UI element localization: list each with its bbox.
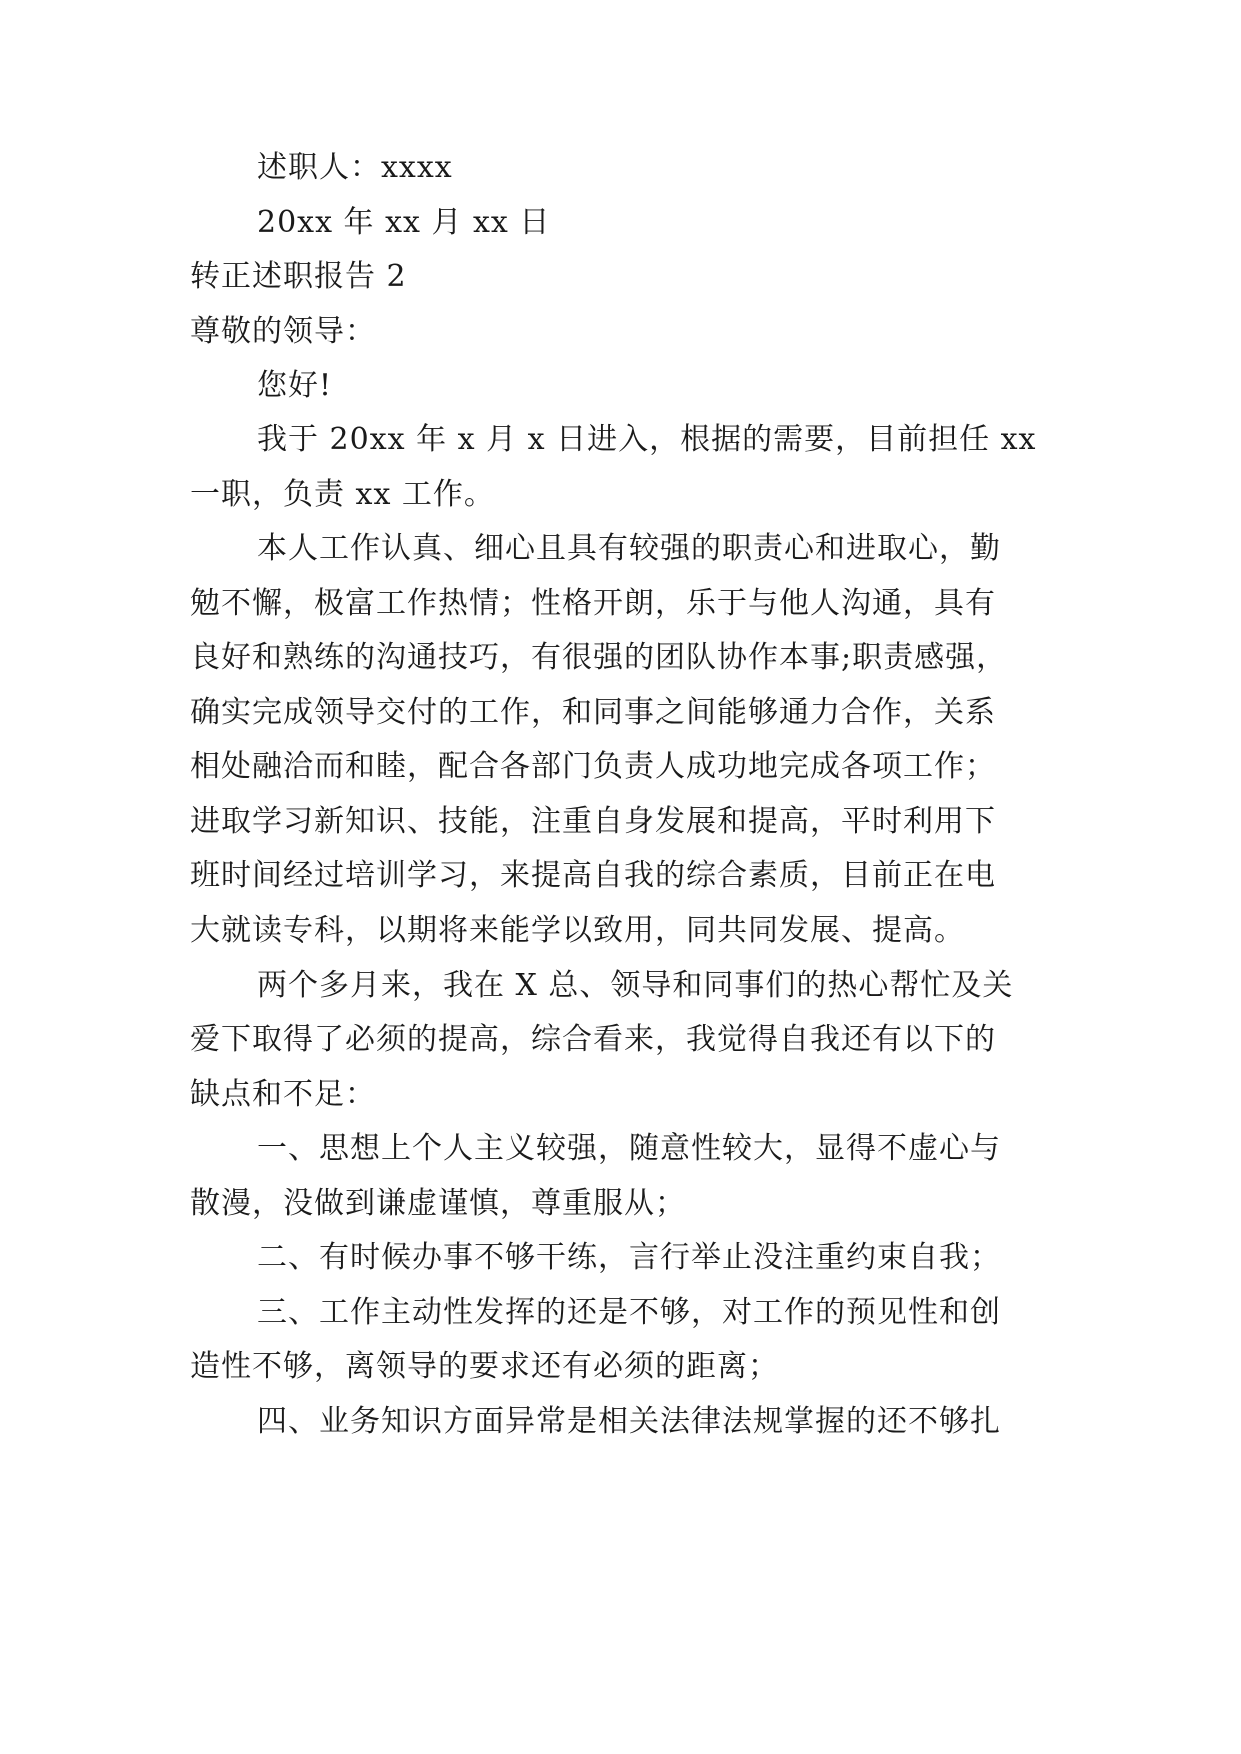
paragraph-line: 一、思想上个人主义较强，随意性较大，显得不虚心与 <box>257 1131 1001 1166</box>
paragraph-line: 相处融洽而和睦，配合各部门负责人成功地完成各项工作； <box>190 749 996 784</box>
date-line: 20xx 年 xx 月 xx 日 <box>257 205 551 240</box>
paragraph-line: 散漫，没做到谦虚谨慎，尊重服从； <box>190 1186 686 1221</box>
salutation: 尊敬的领导： <box>190 314 376 349</box>
paragraph-line: 三、工作主动性发挥的还是不够，对工作的预见性和创 <box>257 1295 1001 1330</box>
greeting: 您好! <box>257 368 333 403</box>
document-title: 转正述职报告 2 <box>190 259 407 294</box>
paragraph-line: 四、业务知识方面异常是相关法律法规掌握的还不够扎 <box>257 1404 1001 1439</box>
paragraph-line: 大就读专科，以期将来能学以致用，同共同发展、提高。 <box>190 913 965 948</box>
paragraph-line: 良好和熟练的沟通技巧，有很强的团队协作本事;职责感强， <box>190 640 1008 675</box>
paragraph-line: 班时间经过培训学习，来提高自我的综合素质，目前正在电 <box>190 858 996 893</box>
paragraph-line: 两个多月来，我在 X 总、领导和同事们的热心帮忙及关 <box>257 968 1014 1003</box>
reporter-line: 述职人：xxxx <box>257 150 453 185</box>
paragraph-line: 爱下取得了必须的提高，综合看来，我觉得自我还有以下的 <box>190 1022 996 1057</box>
paragraph-line: 二、有时候办事不够干练，言行举止没注重约束自我； <box>257 1240 1001 1275</box>
paragraph-line: 勉不懈，极富工作热情；性格开朗，乐于与他人沟通，具有 <box>190 586 996 621</box>
paragraph-line: 进取学习新知识、技能，注重自身发展和提高，平时利用下 <box>190 804 996 839</box>
paragraph-line: 造性不够，离领导的要求还有必须的距离； <box>190 1349 779 1384</box>
paragraph-line: 本人工作认真、细心且具有较强的职责心和进取心，勤 <box>257 531 1001 566</box>
paragraph-line: 缺点和不足： <box>190 1077 376 1112</box>
paragraph-line: 确实完成领导交付的工作，和同事之间能够通力合作，关系 <box>190 695 996 730</box>
paragraph-line: 一职，负责 xx 工作。 <box>190 477 495 512</box>
paragraph-line: 我于 20xx 年 x 月 x 日进入，根据的需要，目前担任 xx <box>257 422 1037 457</box>
